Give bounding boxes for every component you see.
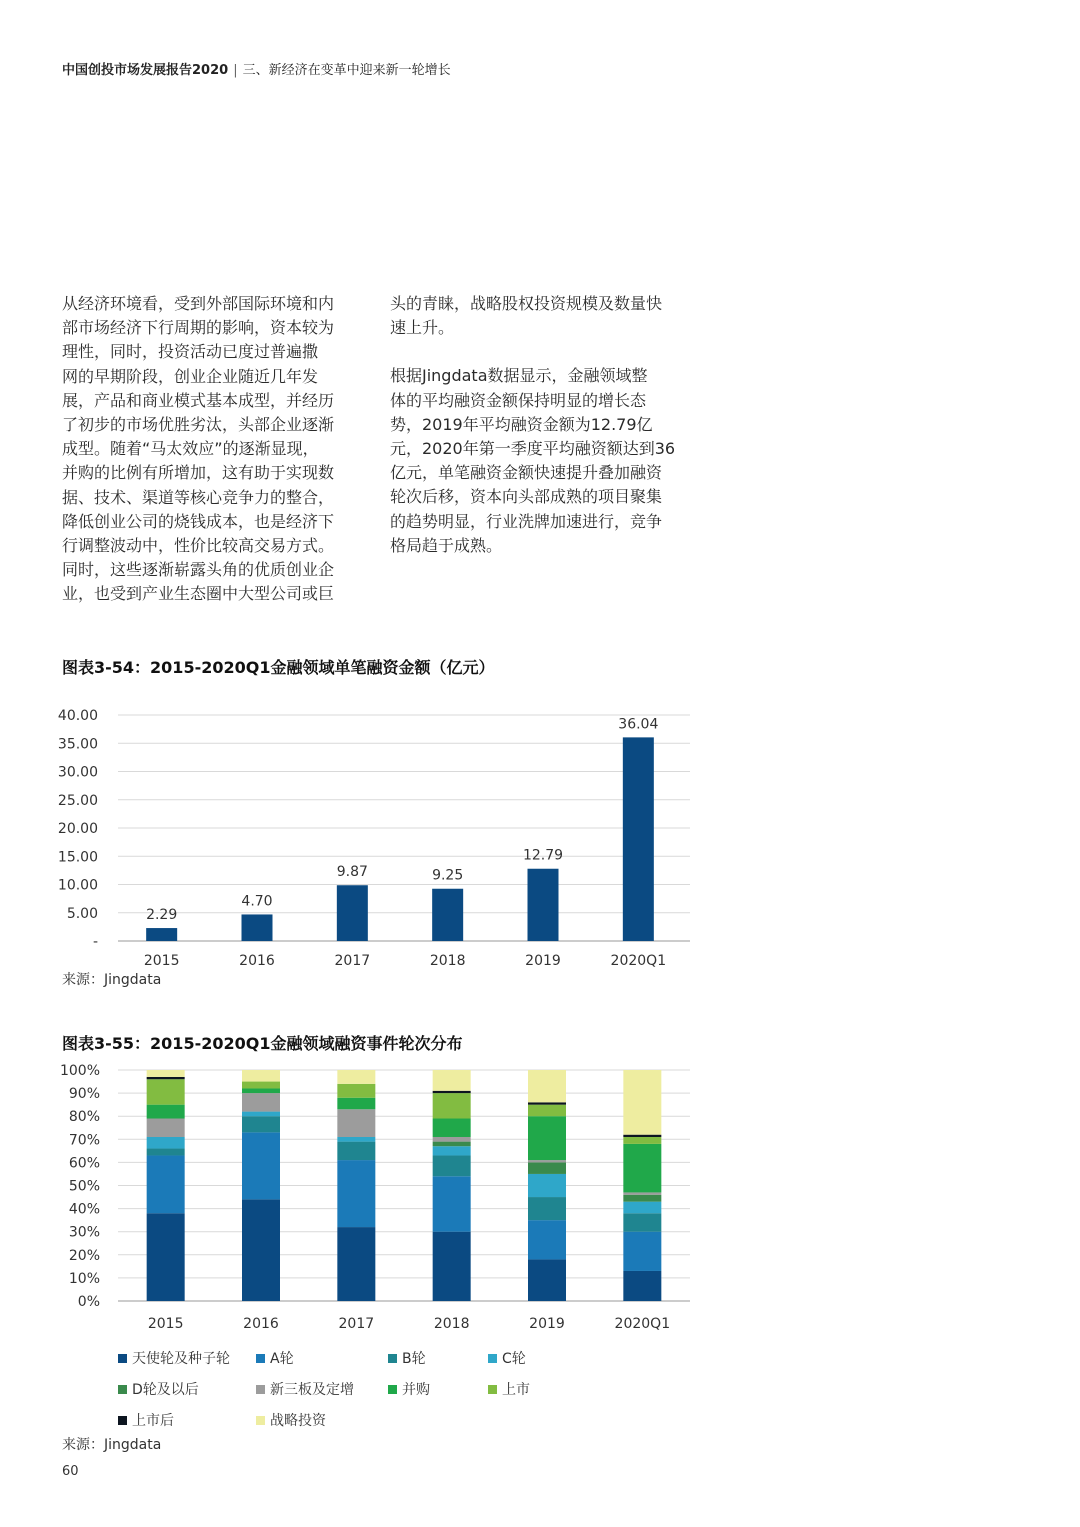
legend-item <box>256 1379 354 1399</box>
data-label: 12.79 <box>522 847 564 864</box>
y-tick-label: 25.00 <box>57 792 98 809</box>
bar <box>432 889 463 941</box>
body-text-line: 头的青睐，战略股权投资规模及数量快 <box>390 294 663 313</box>
body-text-line: 同时，这些逐渐崭露头角的优质创业企 <box>62 560 335 580</box>
stacked-segment <box>528 1259 566 1301</box>
body-text-line: 从经济环境看，受到外部国际环境和内 <box>62 294 335 313</box>
stacked-segment <box>623 1195 661 1202</box>
x-tick-label: 2018 <box>433 1316 470 1332</box>
legend-swatch <box>388 1385 397 1394</box>
legend-label: 上市后 <box>132 1413 174 1429</box>
stacked-segment <box>433 1176 471 1231</box>
stacked-segment <box>337 1160 375 1227</box>
y-tick-label: 30.00 <box>57 764 98 781</box>
stacked-segment <box>623 1135 661 1137</box>
legend-label: 战略投资 <box>270 1413 326 1429</box>
legend-item <box>488 1379 530 1399</box>
stacked-segment <box>433 1119 471 1137</box>
x-tick-label: 2019 <box>529 1316 565 1332</box>
legend-swatch <box>256 1385 265 1394</box>
legend-item <box>118 1410 174 1430</box>
body-text-line: 轮次后移，资本向头部成熟的项目聚集 <box>390 487 663 507</box>
stacked-segment <box>623 1213 661 1231</box>
y-tick-label: 100% <box>59 1063 100 1079</box>
running-header <box>62 59 451 78</box>
y-tick-label: 0% <box>77 1294 100 1310</box>
y-tick-label: 50% <box>68 1178 100 1195</box>
stacked-bar-chart-rounds <box>0 1056 1080 1346</box>
legend-item <box>256 1410 326 1430</box>
y-tick-label: 20% <box>68 1247 100 1264</box>
bar <box>146 928 177 941</box>
body-text-line: 并购的比例有所增加，这有助于实现数 <box>62 463 335 483</box>
stacked-segment <box>623 1271 661 1301</box>
data-label: 9.25 <box>432 867 464 884</box>
body-text-line: 元，2020年第一季度平均融资额达到36 <box>390 439 676 459</box>
stacked-segment <box>623 1232 661 1271</box>
x-tick-label: 2017 <box>338 1316 375 1332</box>
stacked-segment <box>433 1070 471 1091</box>
legend-label: A轮 <box>270 1351 294 1367</box>
legend-label: D轮及以后 <box>132 1382 199 1398</box>
body-text-line: 网的早期阶段，创业企业随近几年发 <box>62 366 319 386</box>
stacked-segment <box>433 1137 471 1142</box>
x-tick-label: 2020Q1 <box>614 1316 671 1332</box>
stacked-segment <box>242 1132 280 1199</box>
stacked-segment <box>528 1162 566 1174</box>
body-text-line: 据、技术、渠道等核心竞争力的整合， <box>62 487 335 507</box>
legend-swatch <box>388 1354 397 1363</box>
body-text-line: 了初步的市场优胜劣汰，头部企业逐渐 <box>62 415 335 435</box>
stacked-segment <box>433 1232 471 1301</box>
body-text-line: 业，也受到产业生态圈中大型公司或巨 <box>62 584 335 604</box>
stacked-segment <box>433 1155 471 1176</box>
stacked-segment <box>147 1155 185 1213</box>
legend-item <box>256 1348 294 1368</box>
bar <box>337 885 368 941</box>
bar <box>528 869 559 941</box>
data-label: 4.70 <box>241 893 273 910</box>
legend-swatch <box>118 1416 127 1425</box>
stacked-segment <box>528 1220 566 1259</box>
y-tick-label: 5.00 <box>66 905 98 922</box>
legend-swatch <box>256 1416 265 1425</box>
legend-swatch <box>118 1354 127 1363</box>
legend-label: 并购 <box>402 1382 430 1398</box>
legend-label: 天使轮及种子轮 <box>132 1351 230 1367</box>
stacked-segment <box>623 1137 661 1144</box>
body-text-line: 势，2019年平均融资金额为12.79亿 <box>390 414 653 434</box>
stacked-segment <box>242 1112 280 1117</box>
page-number: 60 <box>62 1464 79 1479</box>
stacked-segment <box>337 1137 375 1142</box>
y-tick-label: 20.00 <box>57 821 98 837</box>
stacked-segment <box>337 1070 375 1084</box>
right-text-column <box>390 292 695 558</box>
stacked-segment <box>337 1084 375 1098</box>
x-tick-label: 2016 <box>243 1316 279 1332</box>
stacked-segment <box>528 1105 566 1117</box>
body-text-line: 的趋势明显，行业洗牌加速进行，竞争 <box>390 511 663 531</box>
x-tick-label: 2015 <box>143 953 180 969</box>
x-tick-label: 2019 <box>525 953 561 969</box>
y-tick-label: 30% <box>68 1224 100 1241</box>
x-tick-label: 2015 <box>147 1316 184 1332</box>
legend-item <box>118 1379 199 1399</box>
legend-swatch <box>488 1385 497 1394</box>
stacked-segment <box>242 1116 280 1132</box>
body-text-line: 根据Jingdata数据显示，金融领域整 <box>390 366 648 386</box>
stacked-segment <box>528 1070 566 1102</box>
stacked-segment <box>242 1093 280 1111</box>
figure-source-3-55: 来源：Jingdata <box>62 1437 162 1453</box>
legend-label: B轮 <box>402 1351 426 1367</box>
header-separator: | <box>233 63 238 78</box>
stacked-segment <box>147 1079 185 1104</box>
stacked-segment <box>528 1174 566 1197</box>
body-text-line: 降低创业公司的烧钱成本，也是经济下 <box>62 511 335 531</box>
y-tick-label: 70% <box>68 1132 100 1149</box>
left-text-column <box>62 292 362 607</box>
stacked-segment <box>623 1070 661 1135</box>
stacked-segment <box>337 1227 375 1301</box>
y-tick-label: 15.00 <box>57 849 98 866</box>
stacked-segment <box>242 1070 280 1082</box>
y-tick-label: 90% <box>68 1086 100 1103</box>
bar-chart-single-amount <box>0 690 1080 1020</box>
stacked-segment <box>147 1149 185 1156</box>
legend-swatch <box>488 1354 497 1363</box>
paragraph-strategic <box>390 292 695 340</box>
body-text-line: 行调整波动中，性价比较高交易方式。 <box>62 536 335 556</box>
stacked-segment <box>242 1082 280 1089</box>
stacked-segment <box>242 1199 280 1301</box>
y-tick-label: - <box>92 934 98 950</box>
stacked-segment <box>623 1144 661 1193</box>
stacked-segment <box>623 1202 661 1214</box>
body-text-line: 体的平均融资金额保持明显的增长态 <box>390 390 647 410</box>
paragraph-jingdata <box>390 364 695 558</box>
legend-item <box>118 1348 230 1368</box>
legend-swatch <box>118 1385 127 1394</box>
figure-source-3-54: 来源：Jingdata <box>62 972 162 988</box>
stacked-segment <box>528 1102 566 1104</box>
body-text-line: 格局趋于成熟。 <box>390 535 503 555</box>
legend-item <box>388 1379 430 1399</box>
bar <box>242 914 273 941</box>
x-tick-label: 2020Q1 <box>610 953 667 969</box>
body-text-line: 亿元，单笔融资金额快速提升叠加融资 <box>390 463 663 483</box>
legend-item <box>488 1348 526 1368</box>
stacked-segment <box>337 1142 375 1160</box>
stacked-segment <box>528 1116 566 1160</box>
y-tick-label: 80% <box>68 1109 100 1126</box>
body-text-line: 展，产品和商业模式基本成型，并经历 <box>62 390 335 410</box>
x-tick-label: 2018 <box>429 953 466 969</box>
stacked-segment <box>528 1197 566 1220</box>
body-text-line: 理性，同时，投资活动已度过普遍撒 <box>62 342 319 362</box>
body-text-line: 速上升。 <box>390 318 455 338</box>
legend-label: C轮 <box>502 1351 526 1367</box>
y-tick-label: 60% <box>68 1155 100 1172</box>
x-tick-label: 2016 <box>239 953 275 969</box>
legend-item <box>388 1348 426 1368</box>
stacked-segment <box>147 1077 185 1079</box>
stacked-segment <box>147 1105 185 1119</box>
stacked-segment <box>528 1160 566 1162</box>
stacked-segment <box>433 1093 471 1118</box>
stacked-segment <box>242 1088 280 1093</box>
bar <box>623 737 654 941</box>
data-label: 9.87 <box>336 864 368 881</box>
section-title: 三、新经济在变革中迎来新一轮增长 <box>242 63 451 78</box>
y-tick-label: 10.00 <box>57 877 98 894</box>
data-label: 36.04 <box>618 716 659 733</box>
legend-label: 上市 <box>502 1382 530 1398</box>
y-tick-label: 35.00 <box>57 736 98 753</box>
stacked-segment <box>147 1137 185 1149</box>
body-text-line: 部市场经济下行周期的影响，资本较为 <box>62 318 335 338</box>
x-tick-label: 2017 <box>334 953 371 969</box>
stacked-segment <box>337 1109 375 1137</box>
figure-title-3-55: 图表3-55：2015-2020Q1金融领域融资事件轮次分布 <box>62 1034 463 1053</box>
legend-swatch <box>256 1354 265 1363</box>
stacked-segment <box>147 1070 185 1077</box>
stacked-segment <box>433 1091 471 1093</box>
y-tick-label: 40% <box>68 1201 100 1218</box>
report-title: 中国创投市场发展报告2020 <box>62 63 229 78</box>
stacked-segment <box>147 1119 185 1137</box>
stacked-segment <box>433 1146 471 1155</box>
stacked-segment <box>147 1213 185 1301</box>
stacked-segment <box>337 1098 375 1110</box>
y-tick-label: 10% <box>68 1270 100 1287</box>
legend-label: 新三板及定增 <box>270 1382 354 1398</box>
body-text-line: 成型。随着“马太效应”的逐渐显现， <box>62 439 319 459</box>
figure-title-3-54: 图表3-54：2015-2020Q1金融领域单笔融资金额（亿元） <box>62 658 495 677</box>
stacked-segment <box>623 1192 661 1194</box>
data-label: 2.29 <box>146 907 178 924</box>
y-tick-label: 40.00 <box>57 708 98 724</box>
stacked-segment <box>433 1142 471 1147</box>
